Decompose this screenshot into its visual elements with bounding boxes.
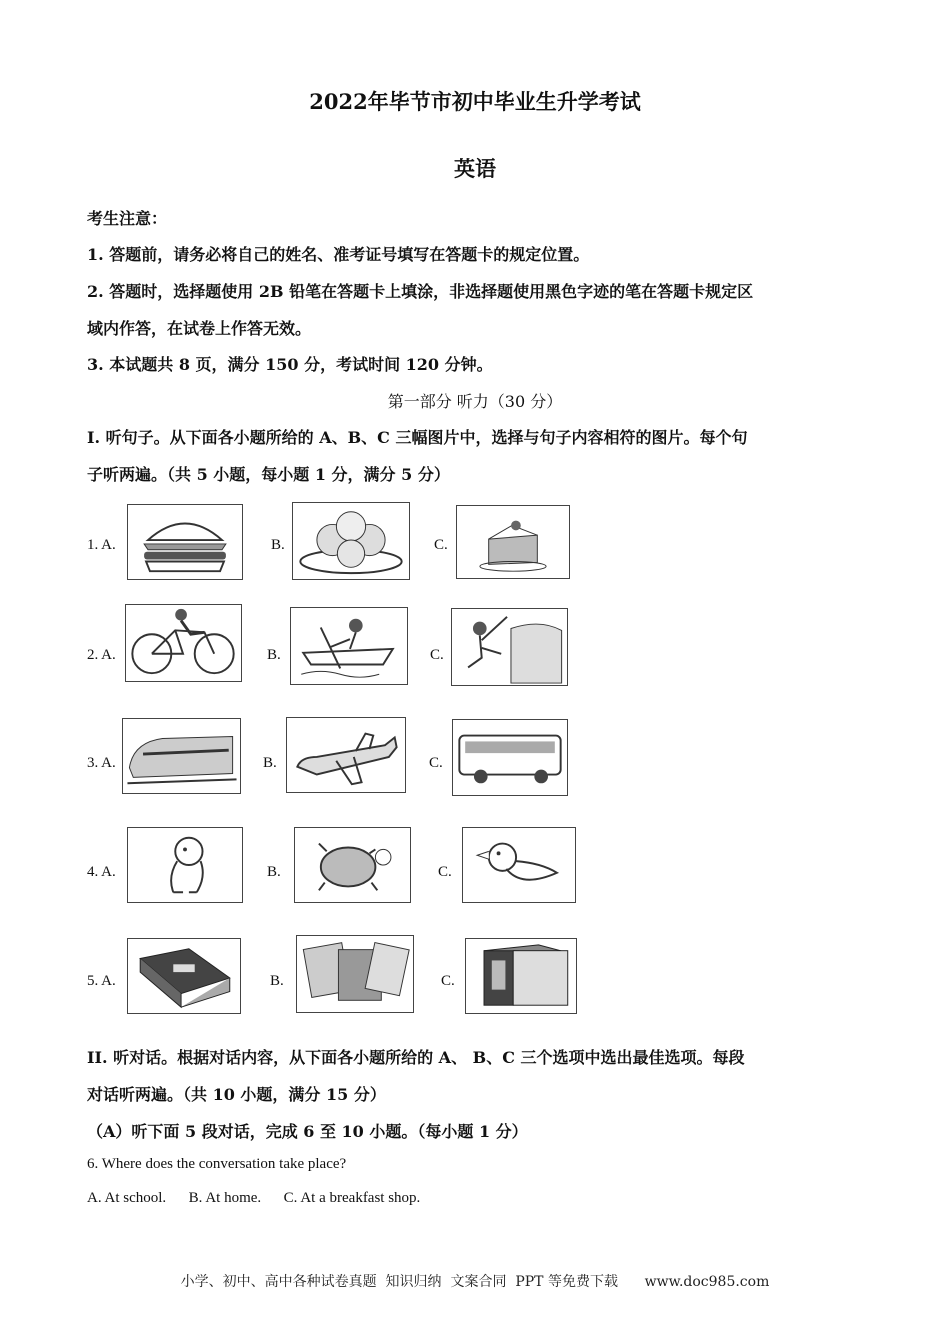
q1-option-a-label: 1. A.	[87, 537, 116, 553]
q5-option-b-label: B.	[270, 973, 284, 989]
fishing-icon	[451, 608, 568, 686]
q1-option-c-label: C.	[434, 537, 448, 553]
section1-instruction-line-1: I. 听句子。从下面各小题所给的 A、B、C 三幅图片中，选择与句子内容相符的图片。每个句	[87, 428, 748, 447]
notice-item-1: 1. 答题前，请务必将自己的姓名、准考证号填写在答题卡的规定位置。	[87, 245, 590, 264]
q3-option-c-label: C.	[429, 755, 443, 771]
section2-sub-instruction: （A）听下面 5 段对话，完成 6 至 10 小题。（每小题 1 分）	[87, 1122, 528, 1141]
notice-heading: 考生注意：	[87, 209, 168, 228]
q2-option-b-label: B.	[267, 647, 281, 663]
footer-text: 小学、初中、高中各种试卷真题 知识归纳 文案合同 PPT 等免费下载 www.doc985.com	[180, 1274, 770, 1290]
q4-option-b-label: B.	[267, 864, 281, 880]
q6-options: A. At school. B. At home. C. At a breakfast shop.	[87, 1190, 421, 1206]
book-icon	[127, 938, 241, 1014]
turtle-icon	[294, 827, 411, 903]
q4-option-c-label: C.	[438, 864, 452, 880]
q4-option-a-label: 4. A.	[87, 864, 116, 880]
part1-heading: 第一部分 听力（30 分）	[387, 392, 563, 411]
section2-instruction-line-2: 对话听两遍。（共 10 小题，满分 15 分）	[87, 1085, 386, 1104]
q6-stem: 6. Where does the conversation take place?	[87, 1156, 347, 1172]
section1-instruction-line-2: 子听两遍。（共 5 小题，每小题 1 分，满分 5 分）	[87, 465, 450, 484]
q3-option-a-label: 3. A.	[87, 755, 116, 771]
cycling-icon	[125, 604, 242, 682]
q3-option-b-label: B.	[263, 755, 277, 771]
notice-item-3: 3. 本试题共 8 页，满分 150 分，考试时间 120 分钟。	[87, 355, 493, 374]
steamed-buns-icon	[292, 502, 410, 580]
section2-instruction-line-1: II. 听对话。根据对话内容，从下面各小题所给的 A、 B、C 三个选项中选出最佳选项。每段	[87, 1048, 745, 1067]
train-icon	[122, 718, 241, 794]
cake-icon	[456, 505, 570, 579]
notice-item-2-line-2: 域内作答，在试卷上作答无效。	[87, 319, 312, 338]
exam-title: 2022年毕节市初中毕业生升学考试	[309, 89, 641, 114]
magazines-icon	[296, 935, 414, 1013]
q1-option-b-label: B.	[271, 537, 285, 553]
q5-option-c-label: C.	[441, 973, 455, 989]
dictionary-icon	[465, 938, 577, 1014]
q5-option-a-label: 5. A.	[87, 973, 116, 989]
bus-icon	[452, 719, 568, 796]
airplane-icon	[286, 717, 406, 793]
dog-icon	[127, 827, 243, 903]
q2-option-c-label: C.	[430, 647, 444, 663]
bird-icon	[462, 827, 576, 903]
notice-item-2-line-1: 2. 答题时，选择题使用 2B 铅笔在答题卡上填涂，非选择题使用黑色字迹的笔在答题卡规定区	[87, 282, 754, 301]
rowing-boat-icon	[290, 607, 408, 685]
q2-option-a-label: 2. A.	[87, 647, 116, 663]
subject-title: 英语	[454, 156, 496, 181]
hamburger-icon	[127, 504, 243, 580]
